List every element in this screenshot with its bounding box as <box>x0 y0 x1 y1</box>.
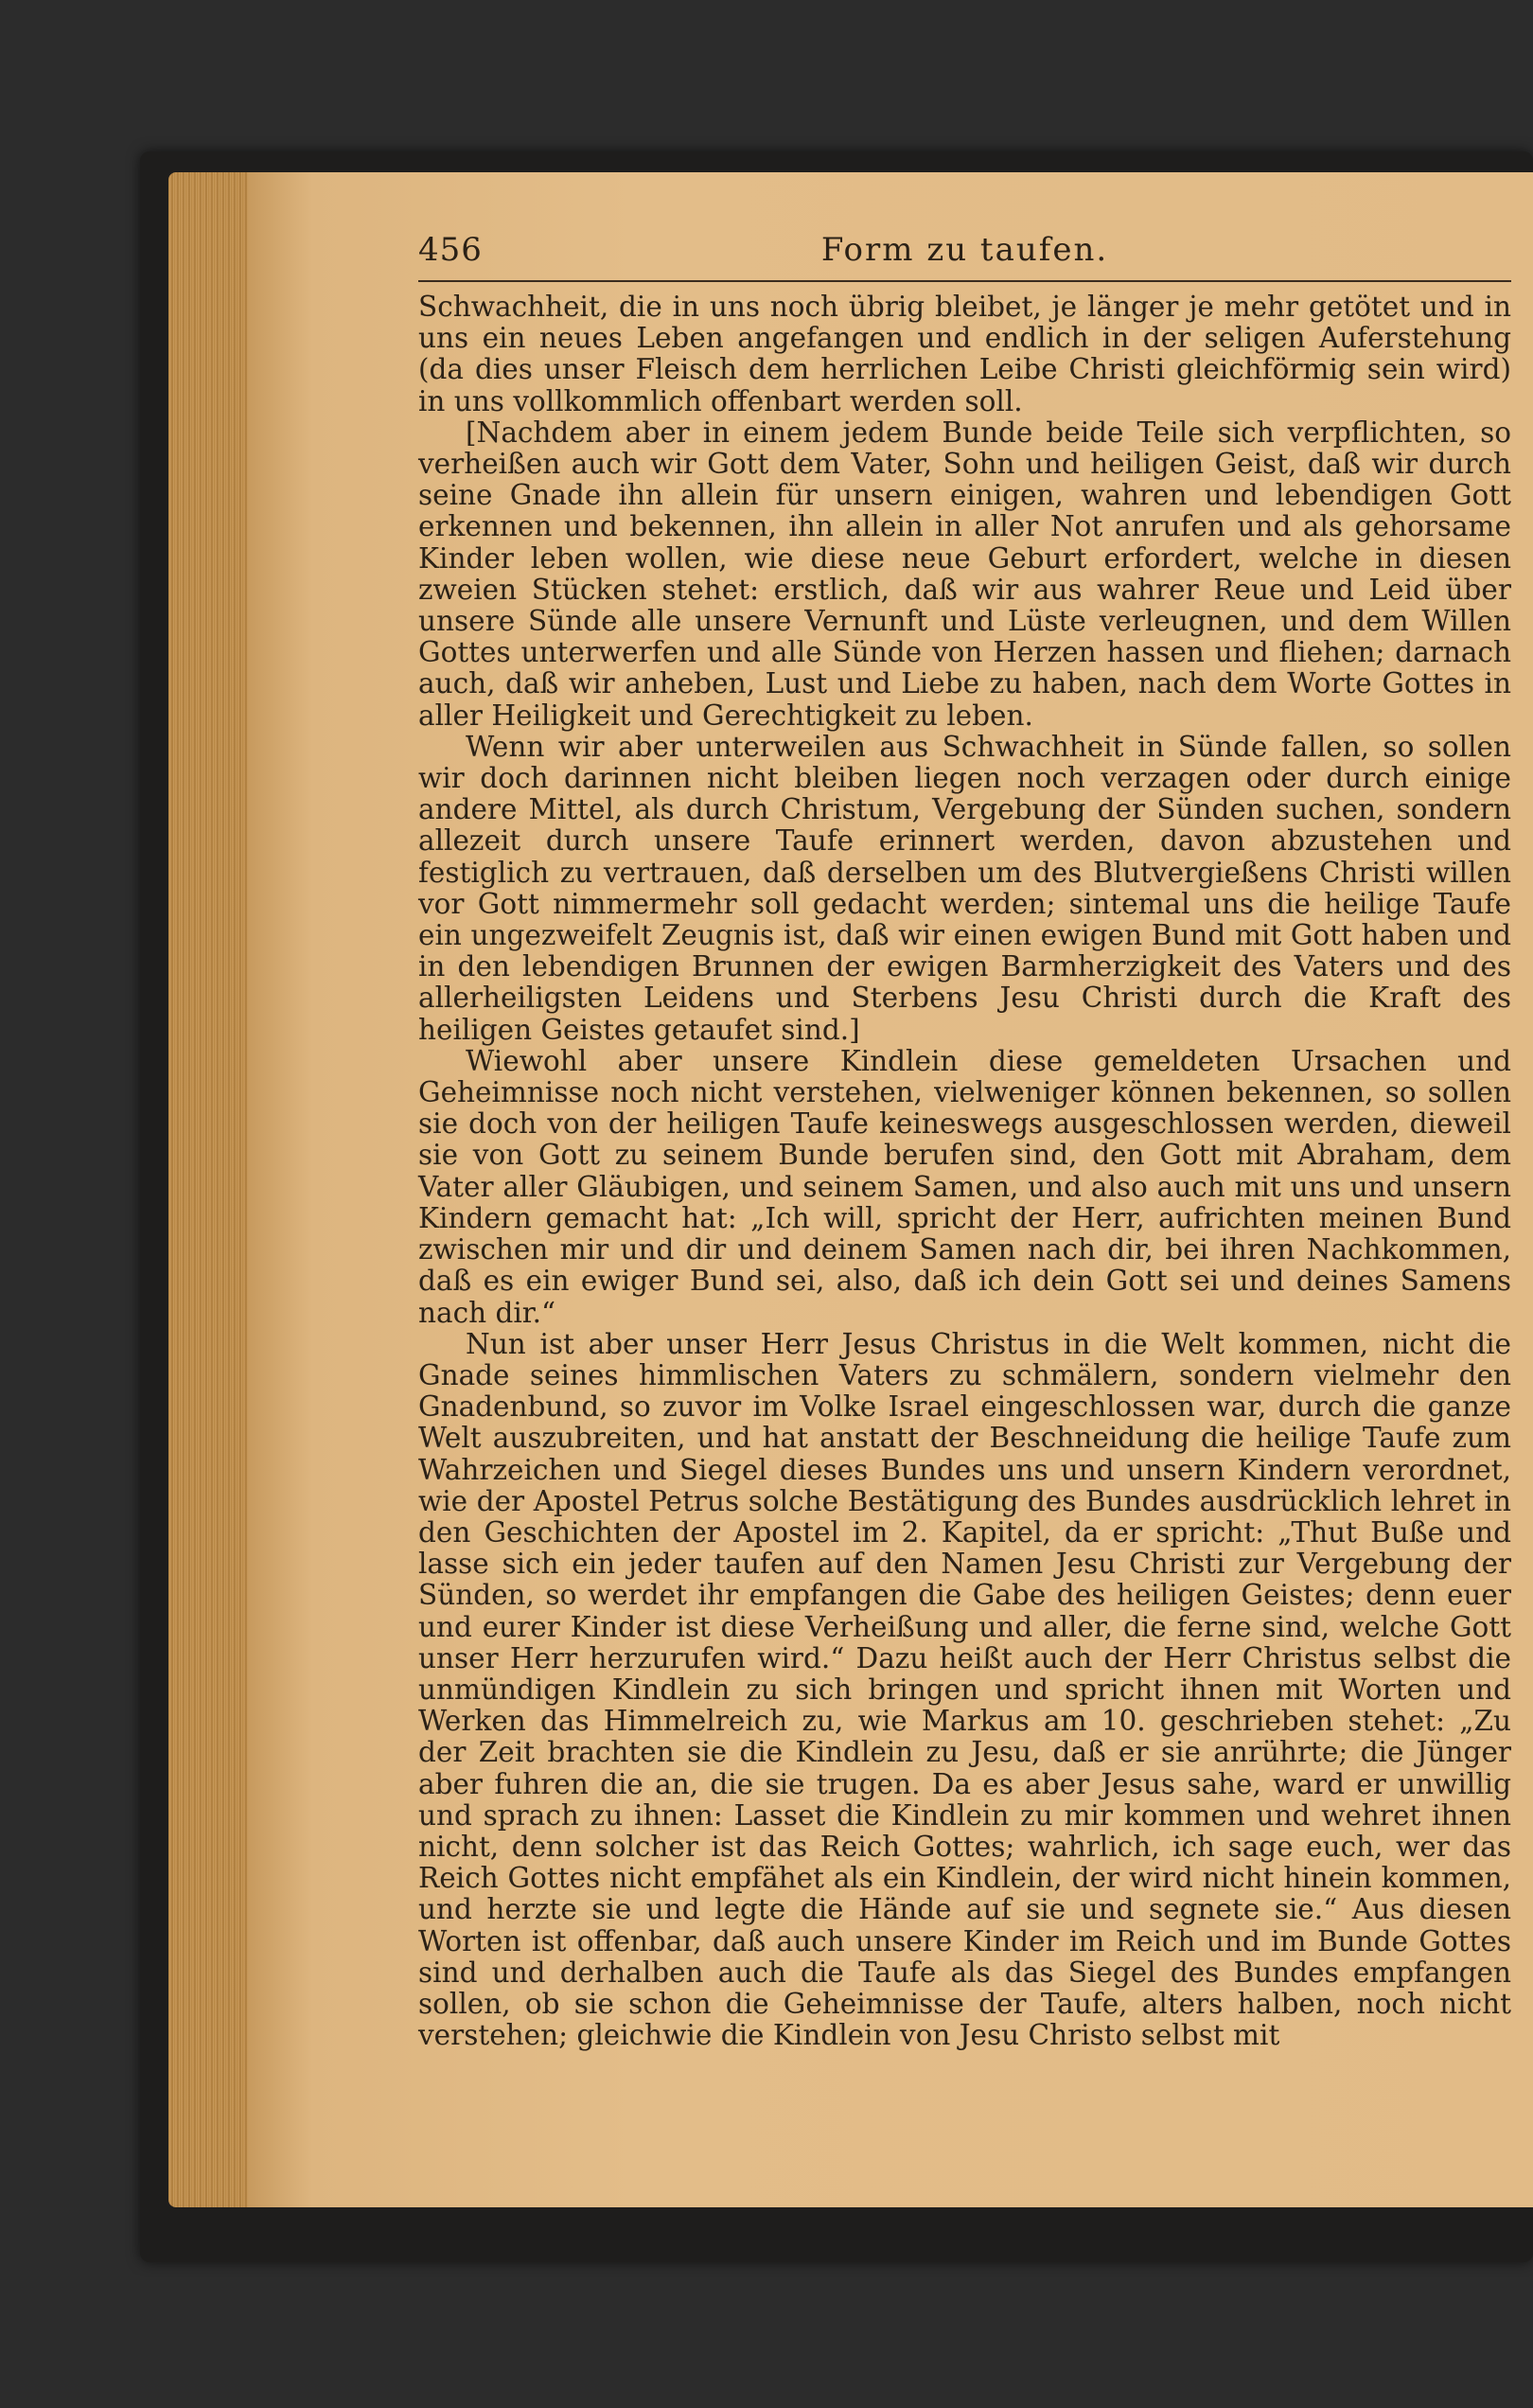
body-text <box>418 292 1511 2051</box>
paragraph-4: Wiewohl aber unsere Kindlein diese gemeldeten Ursachen und Geheimnisse noch nicht verstehen, vielweniger können bekennen, so sollen sie doch von der heiligen Taufe keineswegs ausgeschlossen werden, dieweil sie von Gott zu seinem Bunde berufen sind, den Gott mit Abraham, dem Vater aller Gläubigen, und seinem Samen, und also auch mit uns und unsern Kindern gemacht hat: „Ich will, spricht der Herr, aufrichten meinen Bund zwischen mir und dir und deinem Samen nach dir, bei ihren Nachkommen, daß es ein ewiger Bund sei, also, daß ich dein Gott sei und deines Samens nach dir.“ <box>418 1044 1511 1329</box>
paragraph-2: [Nachdem aber in einem jedem Bunde beide Teile sich verpflichten, so verheißen auch wir Gott dem Vater, Sohn und heiligen Geist, daß wir durch seine Gnade ihn allein für unsern einigen, wahren und lebendigen Gott erkennen und bekennen, ihn allein in aller Not anrufen und als gehorsame Kinder leben wollen, wie diese neue Geburt erfordert, welche in diesen zweien Stücken stehet: erstlich, daß wir aus wahrer Reue und Leid über unsere Sünde alle unsere Vernunft und Lüste verleugnen, und dem Willen Gottes unterwerfen und alle Sünde von Herzen hassen und fliehen; darnach auch, daß wir anheben, Lust und Liebe zu haben, nach dem Worte Gottes in aller Heiligkeit und Gerechtigkeit zu leben. <box>418 416 1511 732</box>
page-number: 456 <box>418 231 483 269</box>
book-page <box>248 172 1533 2207</box>
paragraph-1: Schwachheit, die in uns noch übrig bleibet, je länger je mehr getötet und in uns ein neues Leben angefangen und endlich in der seligen Auferstehung (da dies unser Fleisch dem herrlichen Leibe Christi gleichförmig sein wird) in uns vollkommlich offenbart werden soll. <box>418 291 1511 417</box>
page-header <box>418 231 1511 282</box>
running-title: Form zu taufen. <box>820 231 1109 269</box>
paragraph-3: Wenn wir aber unterweilen aus Schwachheit in Sünde fallen, so sollen wir doch darinnen nicht bleiben liegen noch verzagen oder durch einige andere Mittel, als durch Christum, Vergebung der Sünden suchen, sondern allezeit durch unsere Taufe erinnert werden, davon abzustehen und festiglich zu vertrauen, daß derselben um des Blutvergießens Christi willen vor Gott nimmermehr soll gedacht werden; sintemal uns die heilige Taufe ein ungezweifelt Zeugnis ist, daß wir einen ewigen Bund mit Gott haben und in den lebendigen Brunnen der ewigen Barmherzigkeit des Vaters und des allerheiligsten Leidens und Sterbens Jesu Christi durch die Kraft des heiligen Geistes getaufet sind.] <box>418 730 1511 1046</box>
paragraph-5: Nun ist aber unser Herr Jesus Christus in die Welt kommen, nicht die Gnade seines himmlischen Vaters zu schmälern, sondern vielmehr den Gnadenbund, so zuvor im Volke Israel eingeschlossen war, durch die ganze Welt auszubreiten, und hat anstatt der Beschneidung die heilige Taufe zum Wahrzeichen und Siegel dieses Bundes uns und unsern Kindern verordnet, wie der Apostel Petrus solche Bestätigung des Bundes ausdrücklich lehret in den Geschichten der Apostel im 2. Kapitel, da er spricht: „Thut Buße und lasse sich ein jeder taufen auf den Namen Jesu Christi zur Vergebung der Sünden, so werdet ihr empfangen die Gabe des heiligen Geistes; denn euer und eurer Kinder ist diese Verheißung und aller, die ferne sind, welche Gott unser Herr herzurufen wird.“ Dazu heißt auch der Herr Christus selbst die unmündigen Kindlein zu sich bringen und spricht ihnen mit Worten und Werken das Himmelreich zu, wie Markus am 10. geschrieben stehet: „Zu der Zeit brachten sie die Kindlein zu Jesu, daß er sie anrührte; die Jünger aber fuhren die an, die sie trugen. Da es aber Jesus sahe, ward er unwillig und sprach zu ihnen: Lasset die Kindlein zu mir kommen und wehret ihnen nicht, denn solcher ist das Reich Gottes; wahrlich, ich sage euch, wer das Reich Gottes nicht empfähet als ein Kindlein, der wird nicht hinein kommen, und herzte sie und legte die Hände auf sie und segnete sie.“ Aus diesen Worten ist offenbar, daß auch unsere Kinder im Reich und im Bunde Gottes sind und derhalben auch die Taufe als das Siegel des Bundes empfangen sollen, ob sie schon die Geheimnisse der Taufe, alters halben, noch nicht verstehen; gleichwie die Kindlein von Jesu Christo selbst mit <box>418 1327 1511 2052</box>
